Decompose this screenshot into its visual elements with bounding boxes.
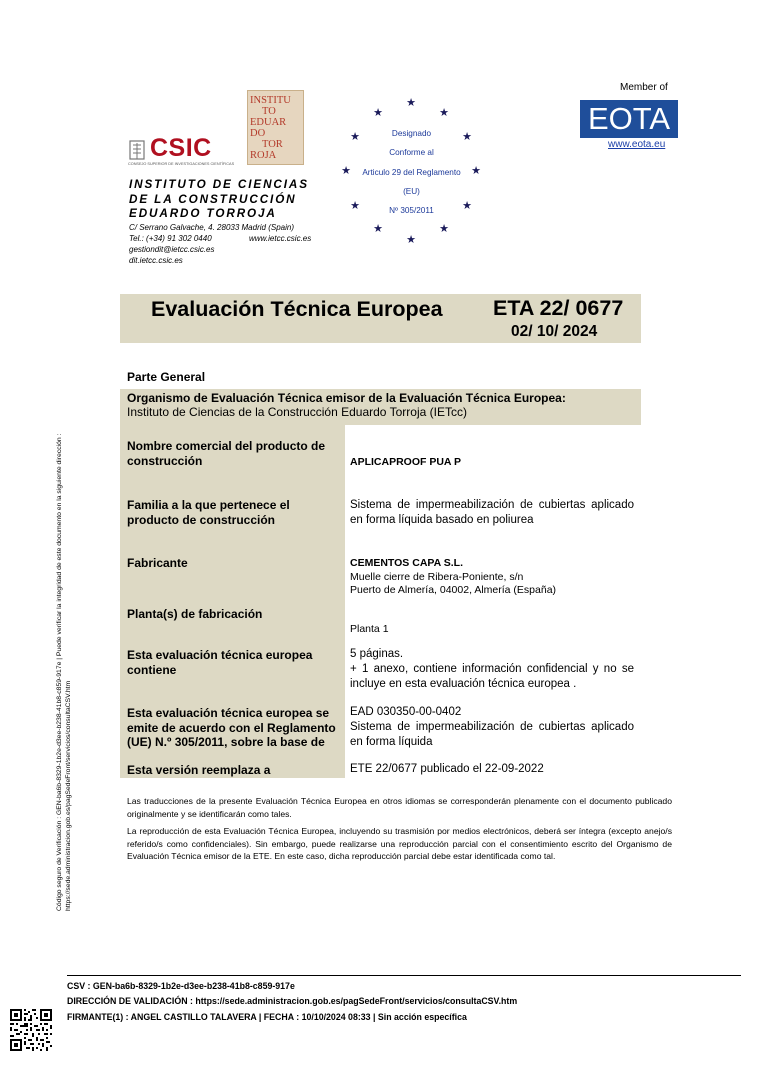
document-title: Evaluación Técnica Europea [151, 297, 443, 321]
torroja-logo-line: TO [262, 106, 276, 117]
institute-name [129, 178, 309, 222]
qr-code-icon [9, 1008, 53, 1052]
eota-logo-text: EOTA [587, 101, 671, 136]
eta-date: 02/ 10/ 2024 [511, 323, 598, 340]
csic-wordmark: CSIC [150, 134, 212, 162]
row-label-manufacturer: Fabricante [127, 556, 188, 570]
star-icon: ★ [439, 107, 449, 119]
row-value-plants: Planta 1 [350, 623, 389, 635]
institute-web[interactable]: www.ietcc.csic.es [249, 234, 312, 243]
star-icon: ★ [471, 165, 481, 177]
torroja-logo-line: ROJA [250, 150, 277, 161]
row-label-contents: Esta evaluación técnica europea contiene [127, 648, 313, 677]
reproduction-note: La reproducción de esta Evaluación Técnica Europea, incluyendo su trasmisión por medios electrónicos, deberá ser íntegra (excepto anejo/s referido/s como confidenciales). Sin embargo, puede realizarse una reproducción parcial con el consentimiento escrito del Organismo de Evaluación Técnica emisor de la ETE. En este caso, dicha reproducción parcial debe estar identificada como tal. [127, 826, 672, 861]
row-value-ead: EAD 030350-00-0402 [350, 706, 462, 718]
row-value-manufacturer-name: CEMENTOS CAPA S.L. [350, 557, 463, 569]
designation-line: Nº 305/2011 [389, 206, 434, 216]
validation-url[interactable]: DIRECCIÓN DE VALIDACIÓN : https://sede.administracion.gob.es/pagSedeFront/servicios/consultaCSV.htm [67, 996, 518, 1006]
eota-logo [580, 100, 678, 138]
institute-phone: Tel.: (+34) 91 302 0440 [129, 234, 212, 243]
torroja-logo [247, 90, 304, 165]
row-value-manufacturer-city: Puerto de Almería, 04002, Almería (España) [350, 584, 557, 596]
torroja-logo-line: DO [250, 128, 266, 139]
side-text-line-1: Código seguro de Verificación : GEN-ba6b-8329-1b2e-d3ee-b238-41b8-c859-917e | Puede verificar la integridad de este documento en la siguiente dirección : [56, 433, 63, 911]
issuing-body-band [120, 389, 641, 425]
csic-seal-icon [128, 139, 146, 161]
institute-address: C/ Serrano Galvache, 4. 28033 Madrid (Spain) [129, 223, 294, 232]
institute-dit[interactable]: dit.ietcc.csic.es [129, 256, 183, 265]
row-value-replaces: ETE 22/0677 publicado el 22-09-2022 [350, 763, 544, 775]
row-label-plants: Planta(s) de fabricación [127, 607, 263, 621]
row-value-pages: 5 páginas. [350, 648, 404, 660]
star-icon: ★ [341, 165, 351, 177]
translation-note: Las traducciones de la presente Evaluación Técnica Europea en otros idiomas se corresponderán plenamente con el documento publicado originalmente y se identificarán como tales. [127, 796, 672, 819]
row-label-basis: Esta evaluación técnica europea se emite de acuerdo con el Reglamento (UE) N.º 305/2011, sobre la base de [127, 706, 336, 749]
star-icon: ★ [462, 131, 472, 143]
torroja-logo-line: INSTITU [250, 95, 291, 106]
institute-contact [129, 222, 312, 266]
institute-name-line: INSTITUTO DE CIENCIAS [129, 178, 309, 191]
designation-text [345, 124, 478, 220]
row-label-product-family: Familia a la que pertenece el producto de construcción [127, 498, 290, 527]
row-value-manufacturer-address: Muelle cierre de Ribera-Poniente, s/n [350, 571, 524, 583]
institute-email[interactable]: gestiondit@ietcc.csic.es [129, 245, 215, 254]
star-icon: ★ [373, 107, 383, 119]
row-label-trade-name: Nombre comercial del producto de construcción [127, 439, 326, 468]
torroja-logo-line: TOR [262, 139, 283, 150]
csv-code: CSV : GEN-ba6b-8329-1b2e-d3ee-b238-41b8-c859-917e [67, 981, 295, 991]
star-icon: ★ [373, 223, 383, 235]
side-verification-text [55, 311, 73, 911]
member-of-label: Member of [620, 82, 668, 93]
footer-divider [67, 975, 741, 976]
star-icon: ★ [350, 200, 360, 212]
title-band [120, 294, 641, 343]
star-icon: ★ [462, 200, 472, 212]
star-icon: ★ [439, 223, 449, 235]
row-value-ead-title: Sistema de impermeabilización de cubiertas aplicado en forma líquida [350, 721, 634, 748]
signer-info: FIRMANTE(1) : ANGEL CASTILLO TALAVERA | FECHA : 10/10/2024 08:33 | Sin acción específica [67, 1012, 467, 1022]
issuing-body-answer: Instituto de Ciencias de la Construcción Eduardo Torroja (IETcc) [127, 405, 467, 419]
institute-name-line: DE LA CONSTRUCCIÓN [129, 192, 297, 206]
csic-logo [128, 135, 240, 165]
star-icon: ★ [406, 234, 416, 246]
eta-number: ETA 22/ 0677 [493, 296, 624, 320]
torroja-logo-line: EDUAR [250, 117, 287, 128]
side-text-line-2: https://sede.administracion.gob.es/pagSedeFront/servicios/consultaCSV.htm [65, 680, 72, 911]
institute-name-line: EDUARDO TORROJA [129, 207, 277, 220]
star-icon: ★ [350, 131, 360, 143]
section-heading: Parte General [127, 370, 206, 384]
row-value-product-family: Sistema de impermeabilización de cubiertas aplicado en forma líquida basado en poliurea [350, 499, 634, 526]
csic-subtitle: CONSEJO SUPERIOR DE INVESTIGACIONES CIENTÍFICAS [128, 162, 235, 166]
issuing-body-question: Organismo de Evaluación Técnica emisor de la Evaluación Técnica Europea: [127, 391, 566, 405]
designation-line: Designado [391, 129, 432, 138]
eota-link[interactable]: www.eota.eu [608, 139, 666, 150]
designation-line: (EU) [403, 186, 420, 196]
row-value-trade-name: APLICAPROOF PUA P [350, 456, 462, 468]
star-icon: ★ [406, 97, 416, 109]
designation-line: Conforme al [389, 148, 434, 158]
row-value-annex: + 1 anexo, contiene información confidencial y no se incluye en esta evaluación técnica europea . [350, 663, 634, 690]
row-label-replaces: Esta versión reemplaza a [127, 763, 271, 777]
designation-line: Articulo 29 del Reglamento [362, 167, 461, 177]
